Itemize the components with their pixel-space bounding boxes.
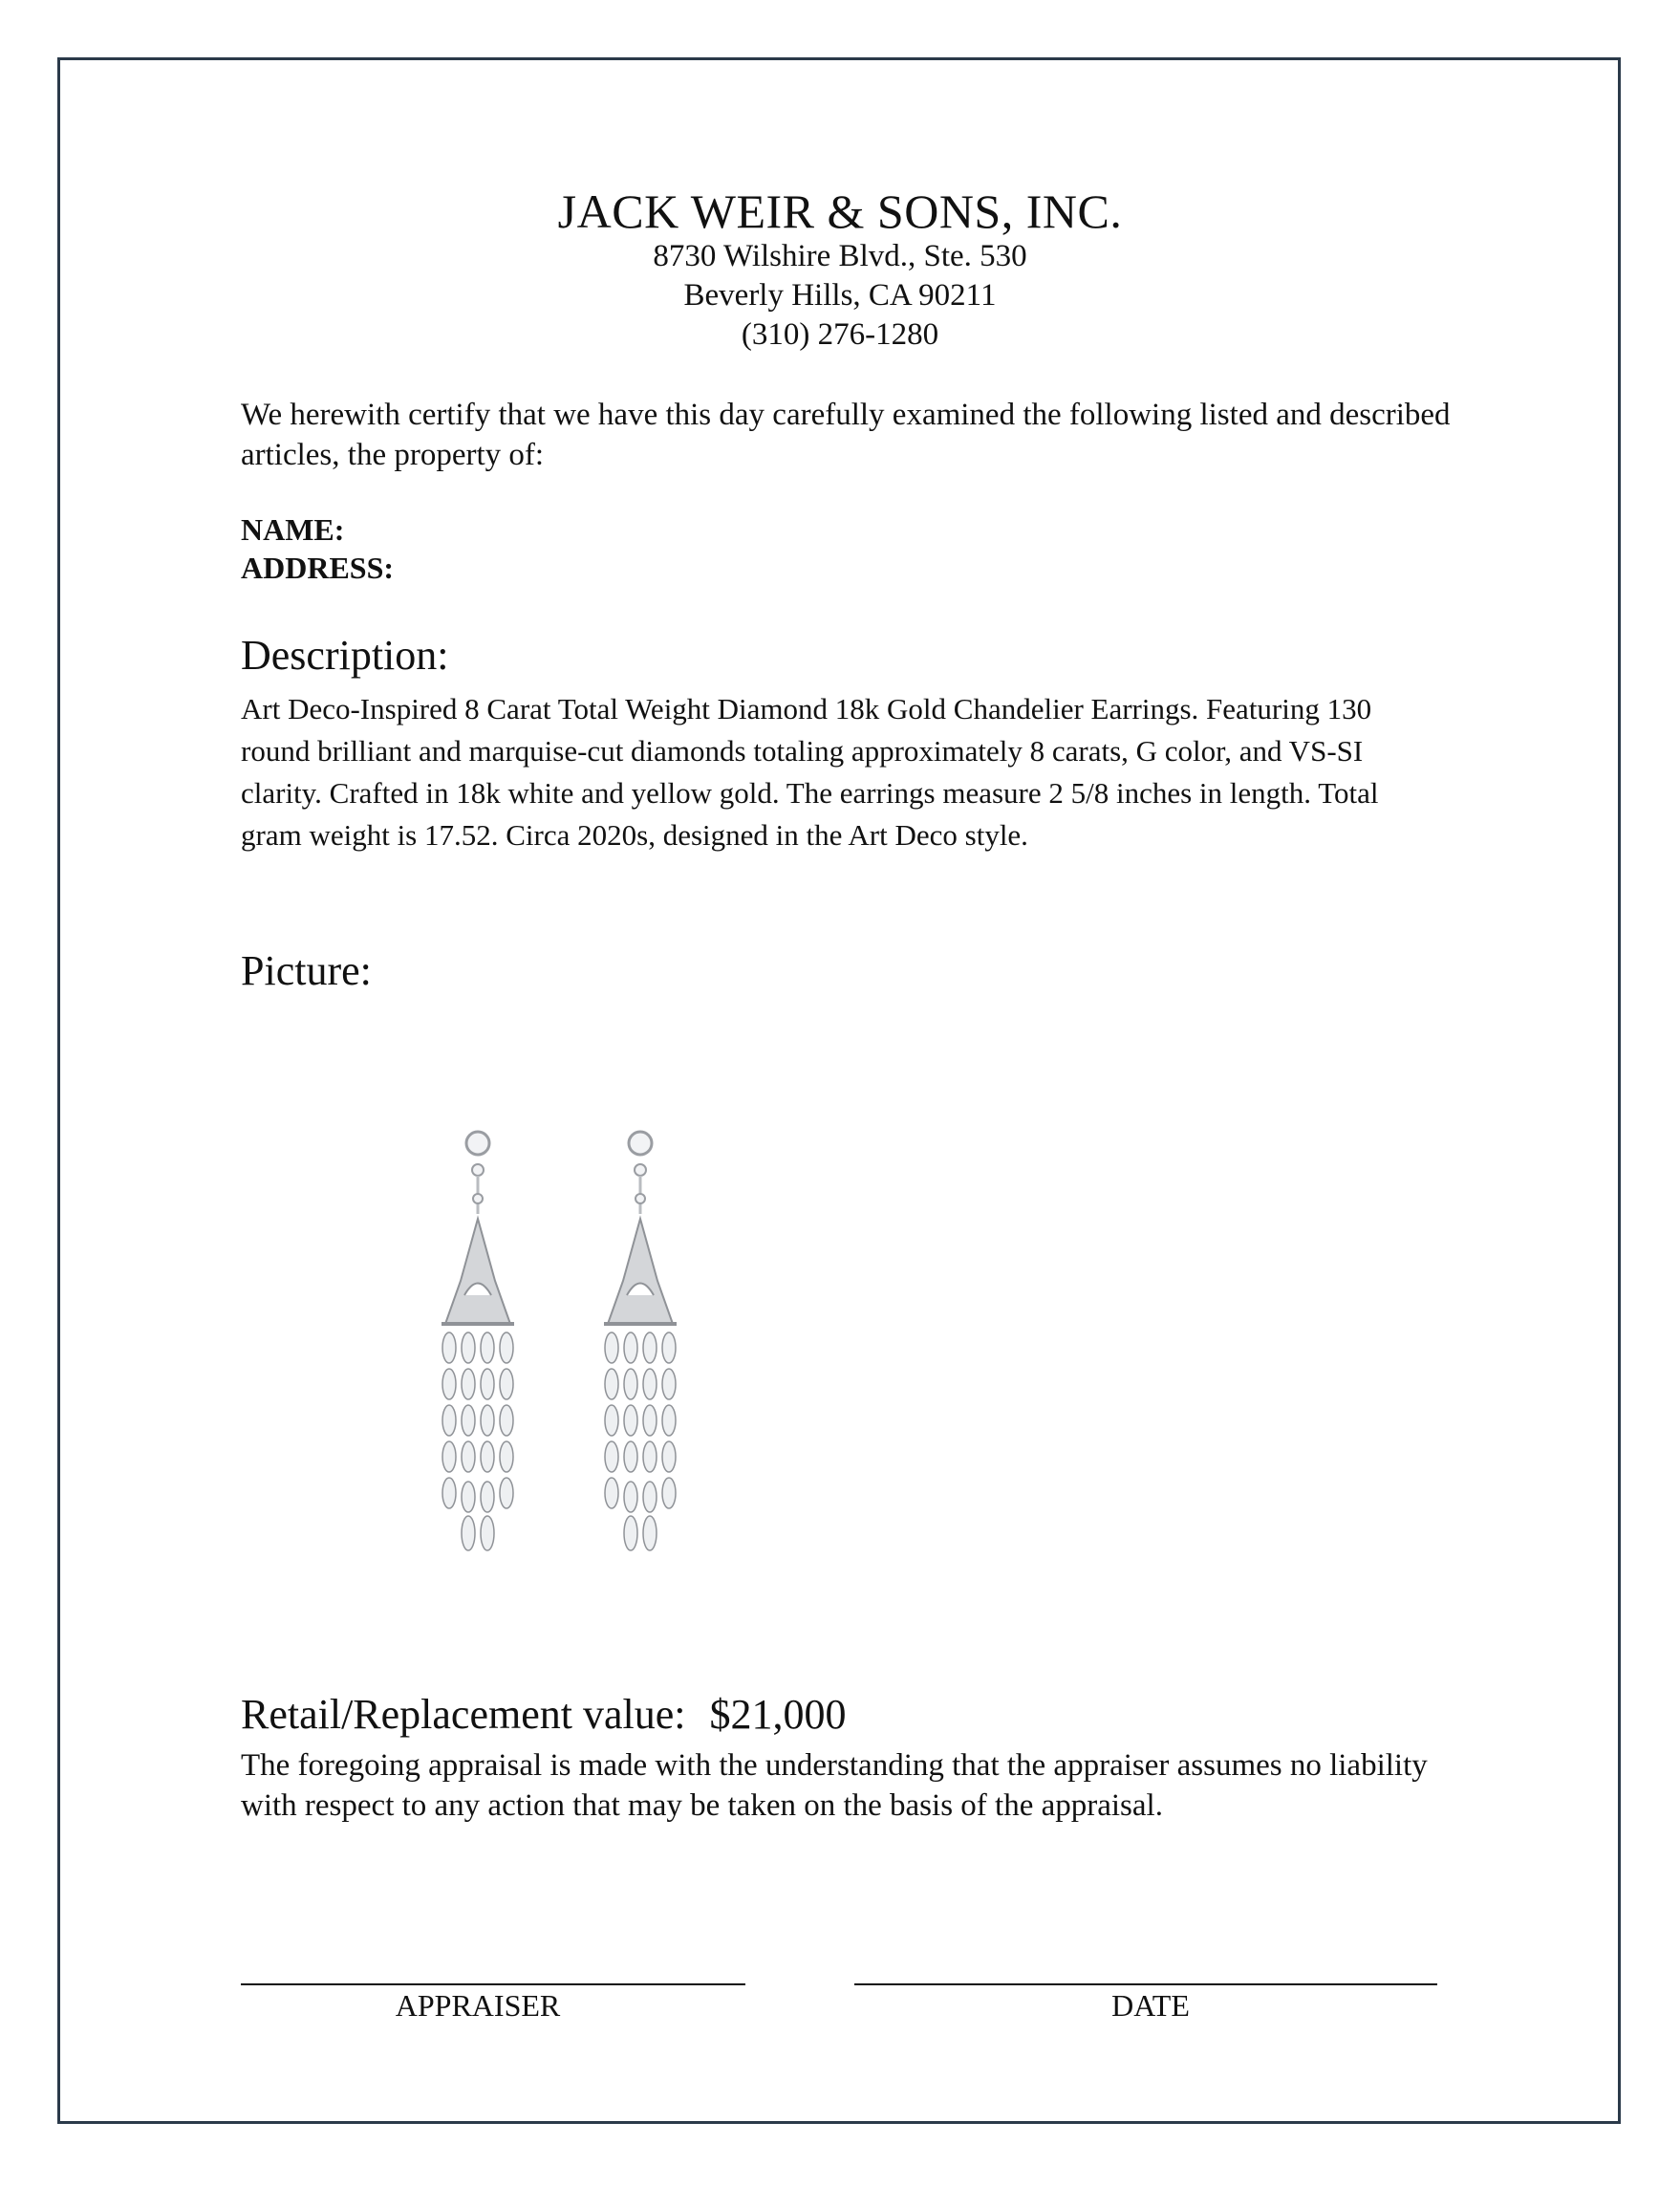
certification-text: We herewith certify that we have this day carefully examined the following listed and described articles, the property of: <box>241 398 1451 472</box>
date-label: DATE <box>1111 1988 1190 2023</box>
valuation-line <box>241 1690 1464 1739</box>
disclaimer-text: The foregoing appraisal is made with the understanding that the appraiser assumes no liability with respect to any action that may be taken on the basis of the appraisal. <box>241 1748 1428 1823</box>
company-phone: (310) 276-1280 <box>741 317 939 352</box>
valuation-label: Retail/Replacement value: <box>241 1691 686 1738</box>
valuation-amount: $21,000 <box>709 1691 847 1738</box>
description-title: Description: <box>241 632 449 679</box>
earrings-image <box>401 1128 726 1615</box>
address-label: ADDRESS: <box>241 551 395 585</box>
appraiser-label: APPRAISER <box>395 1988 561 2023</box>
description-body: Art Deco-Inspired 8 Carat Total Weight Diamond 18k Gold Chandelier Earrings. Featuring 130 round brilliant and marquise-cut diamonds totaling approximately 8 carats, G color, and VS-SI clarity. Crafted in 18k white and yellow gold. The earrings measure 2 5/8 inches in length. Total gram weight is 17.52. Circa 2020s, designed in the Art Deco style. <box>241 692 1379 852</box>
picture-title: Picture: <box>241 947 372 994</box>
company-name: JACK WEIR & SONS, INC. <box>557 184 1123 238</box>
company-address-line1: 8730 Wilshire Blvd., Ste. 530 <box>653 239 1027 273</box>
name-label: NAME: <box>241 512 345 547</box>
appraiser-signature-line <box>241 1983 745 1985</box>
date-signature-line <box>854 1983 1437 1985</box>
company-address-line2: Beverly Hills, CA 90211 <box>683 278 997 313</box>
